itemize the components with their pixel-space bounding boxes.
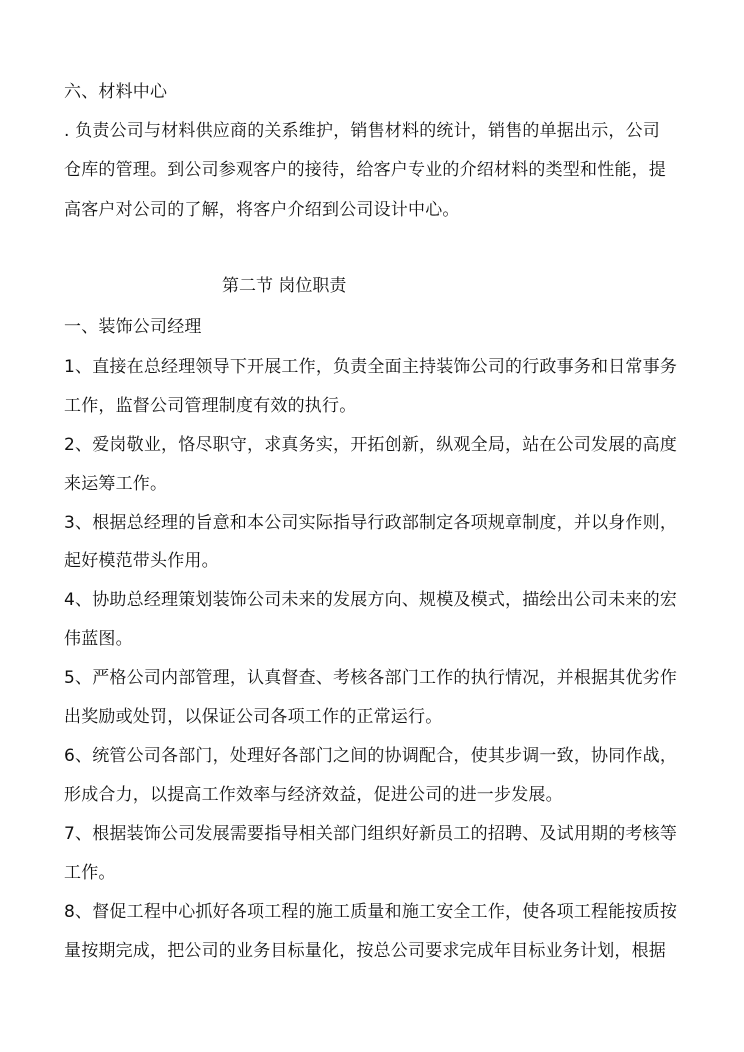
material-center-line: . 负责公司与材料供应商的关系维护，销售材料的统计，销售的单据出示，公司 [64, 121, 661, 141]
manager-duty-line: 4、协助总经理策划装饰公司未来的发展方向、规模及模式，描绘出公司未来的宏 [64, 590, 678, 610]
material-center-line: 高客户对公司的了解，将客户介绍到公司设计中心。 [64, 200, 460, 220]
manager-duty-line: 2、爱岗敬业，恪尽职守，求真务实，开拓创新，纵观全局，站在公司发展的高度 [64, 435, 678, 455]
manager-duty-line: 工作。 [64, 863, 116, 883]
manager-duty-line: 1、直接在总经理领导下开展工作，负责全面主持装饰公司的行政事务和日常事务 [64, 357, 678, 377]
manager-duty-line: 8、督促工程中心抓好各项工程的施工质量和施工安全工作，使各项工程能按质按 [64, 902, 678, 922]
manager-duty-line: 7、根据装饰公司发展需要指导相关部门组织好新员工的招聘、及试用期的考核等 [64, 824, 678, 844]
manager-duty-line: 量按期完成，把公司的业务目标量化，按总公司要求完成年目标业务计划，根据 [64, 941, 666, 961]
manager-heading: 一、装饰公司经理 [64, 317, 202, 337]
manager-duty-line: 出奖励或处罚，以保证公司各项工作的正常运行。 [64, 707, 443, 727]
manager-duty-line: 工作，监督公司管理制度有效的执行。 [64, 396, 357, 416]
manager-duty-line: 3、根据总经理的旨意和本公司实际指导行政部制定各项规章制度，并以身作则， [64, 513, 678, 533]
manager-duty-line: 6、统管公司各部门，处理好各部门之间的协调配合，使其步调一致，协同作战， [64, 746, 678, 766]
manager-duty-line: 5、严格公司内部管理，认真督查、考核各部门工作的执行情况，并根据其优劣作 [64, 668, 678, 688]
manager-duty-line: 伟蓝图。 [64, 629, 133, 649]
manager-duty-line: 形成合力，以提高工作效率与经济效益，促进公司的进一步发展。 [64, 785, 563, 805]
section-title: 第二节 岗位职责 [222, 276, 347, 296]
material-center-heading: 六、材料中心 [64, 82, 168, 102]
manager-duty-line: 来运筹工作。 [64, 474, 168, 494]
material-center-line: 仓库的管理。到公司参观客户的接待，给客户专业的介绍材料的类型和性能，提 [64, 160, 666, 180]
manager-duty-line: 起好模范带头作用。 [64, 551, 219, 571]
